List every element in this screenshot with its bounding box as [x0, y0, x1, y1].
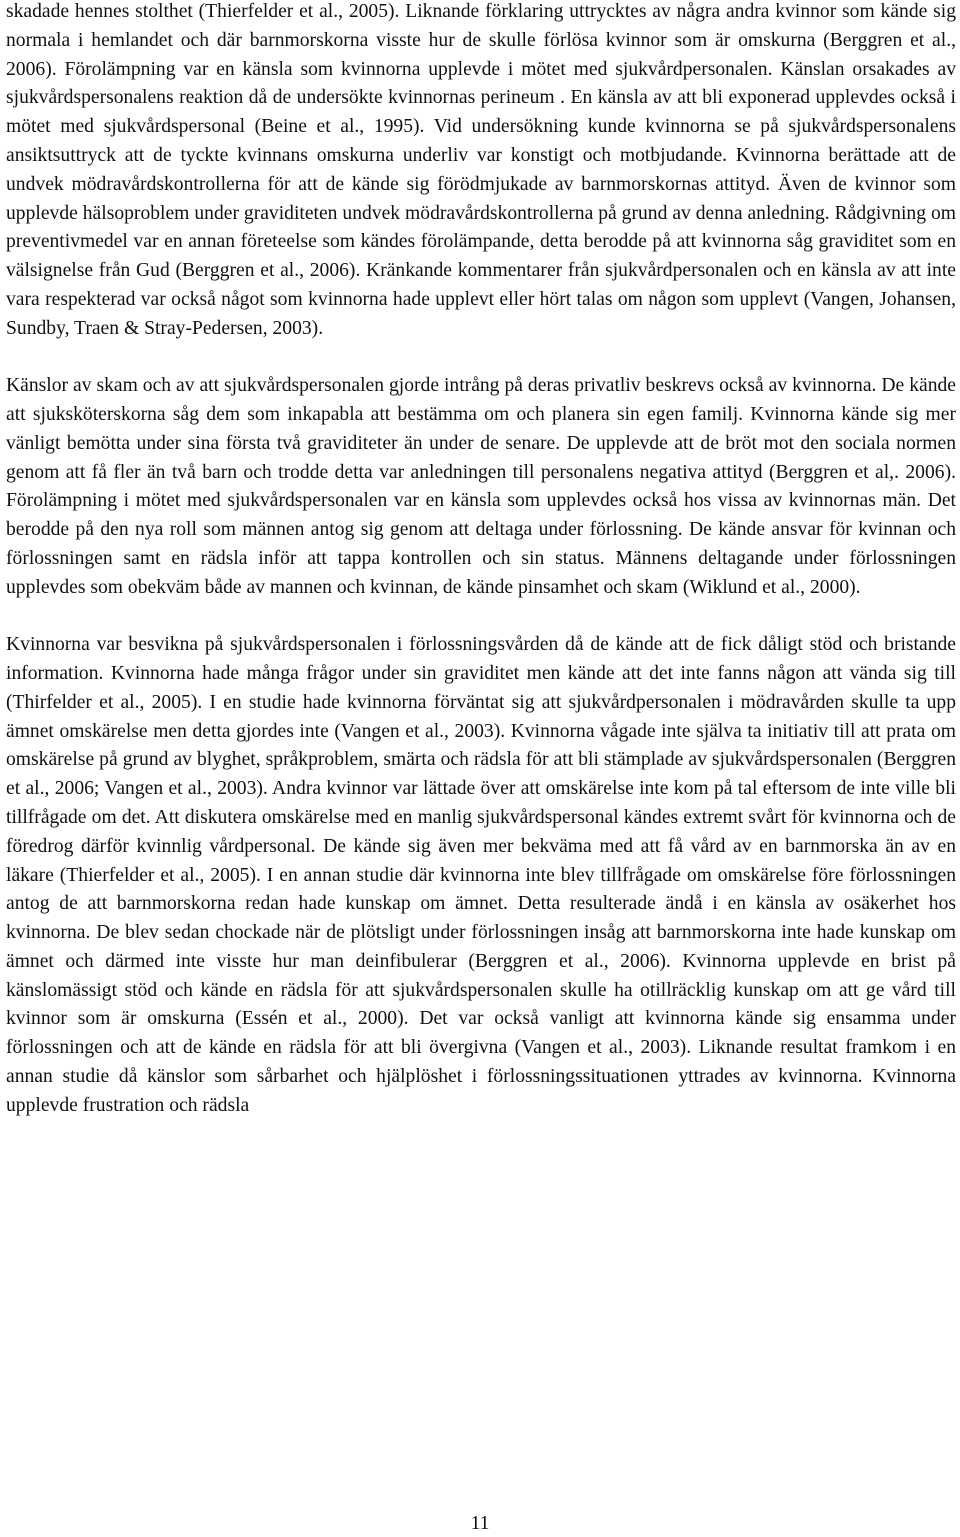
body-paragraph-3: Kvinnorna var besvikna på sjukvårdspersonalen i förlossningsvården då de kände att de fick dåligt stöd och bristande information. Kvinnorna hade många frågor under sin graviditet men kände att det inte fanns någon att vända sig till (Thirfelder et al., 2005). I en studie hade kvinnorna förväntat sig att sjukvårdpersonalen i mödravården skulle ta upp ämnet omskärelse men detta gjordes inte (Vangen et al., 2003). Kvinnorna vågade inte själva ta initiativ till att prata om omskärelse på grund av blyghet, språkproblem, smärta och rädsla för att bli stämplade av sjukvårdspersonalen (Berggren et al., 2006; Vangen et al., 2003). Andra kvinnor var lättade över att omskärelse inte kom på tal eftersom de inte ville bli tillfrågade om det. Att diskutera omskärelse med en manlig sjukvårdspersonal kändes extremt svårt för kvinnorna och de föredrog därför kvinnlig vårdpersonal. De kände sig även mer bekväma med att få vård av en barnmorska än av en läkare (Thierfelder et al., 2005). I en annan studie där kvinnorna inte blev tillfrågade om omskärelse före förlossningen antog de att barnmorskorna redan hade kunskap om ämnet. Detta resulterade ändå i en känsla av osäkerhet hos kvinnorna. De blev sedan chockade när de plötsligt under förlossningen insåg att barnmorskorna inte hade kunskap om ämnet och därmed inte visste hur man deinfibulerar (Berggren et al., 2006). Kvinnorna upplevde en brist på känslomässigt stöd och kände en rädsla för att sjukvårdspersonalen skulle ha otillräcklig kunskap om att ge vård till kvinnor som är omskurna (Essén et al., 2000). Det var också vanligt att kvinnorna kände sig ensamma under förlossningen och att de kände en rädsla för att bli övergivna (Vangen et al., 2003). Liknande resultat framkom i en annan studie då känslor som sårbarhet och hjälplöshet i förlossningssituationen yttrades av kvinnorna. Kvinnorna upplevde frustration och rädsla — [6, 634, 956, 1116]
body-paragraph-1: skadade hennes stolthet (Thierfelder et al., 2005). Liknande förklaring uttrycktes av några andra kvinnor som kände sig normala i hemlandet och där barnmorskorna visste hur de skulle förlösa kvinnor som är omskurna (Berggren et al., 2006). Förolämpning var en känsla som kvinnorna upplevde i mötet med sjukvårdpersonalen. Känslan orsakades av sjukvårdspersonalens reaktion då de undersökte kvinnornas perineum . En känsla av att bli exponerad upplevdes också i mötet med sjukvårdspersonal (Beine et al., 1995). Vid undersökning kunde kvinnorna se på sjukvårdspersonalens ansiktsuttryck att de tyckte kvinnans omskurna underliv var konstigt och motbjudande. Kvinnorna berättade att de undvek mödravårdskontrollerna för att de kände sig förödmjukade av barnmorskornas attityd. Även de kvinnor som upplevde hälsoproblem under graviditeten undvek mödravårdskontrollerna på grund av denna anledning. Rådgivning om preventivmedel var en annan företeelse som kändes förolämpande, detta berodde på att kvinnorna såg graviditet som en välsignelse från Gud (Berggren et al., 2006). Kränkande kommentarer från sjukvårdpersonalen och en känsla av att inte vara respekterad var också något som kvinnorna hade upplevt eller hört talas om någon som upplevt (Vangen, Johansen, Sundby, Traen & Stray-Pedersen, 2003). — [6, 1, 956, 339]
body-paragraph-2: Känslor av skam och av att sjukvårdspersonalen gjorde intrång på deras privatliv beskrevs också av kvinnorna. De kände att sjuksköterskorna såg dem som inkapabla att bestämma om och planera sin egen familj. Kvinnorna kände sig mer vänligt bemötta under sina första två graviditeter än under de senare. De upplevde att de bröt mot den sociala normen genom att få fler än två barn och trodde detta var anledningen till personalens negativa attityd (Berggren et al,. 2006). Förolämpning i mötet med sjukvårdspersonalen var en känsla som upplevdes också hos vissa av kvinnornas män. Det berodde på den nya roll som männen antog sig genom att deltaga under förlossning. De kände ansvar för kvinnan och förlossningen samt en rädsla inför att tappa kontrollen och sin status. Männens deltagande under förlossningen upplevdes som obekväm både av mannen och kvinnan, de kände pinsamhet och skam (Wiklund et al., 2000). — [6, 375, 956, 598]
document-page — [6, 0, 956, 1121]
page-number: 11 — [470, 1513, 490, 1534]
